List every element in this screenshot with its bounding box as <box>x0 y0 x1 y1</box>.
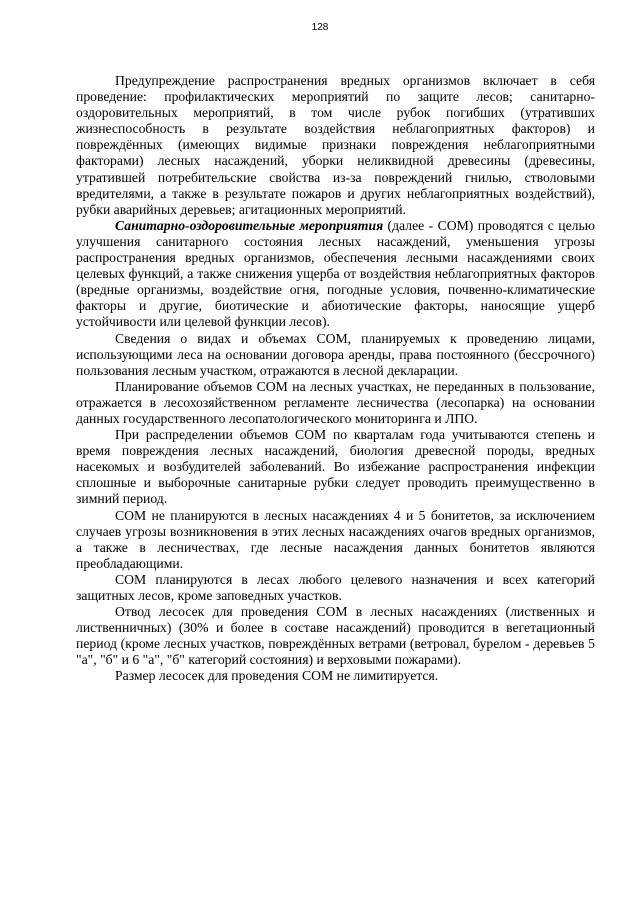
paragraph-quarterly-distribution: При распределении объемов СОМ по кварталам года учитываются степень и время повреждения лесных насаждений, биология древесной породы, вредных насекомых и возбудителей заболеваний. Во избежание распространения инфекции сплошные и выборочные санитарные рубки следует проводить преимущественно в зимний период. <box>76 427 595 507</box>
page-number: 128 <box>311 22 329 33</box>
paragraph-pest-prevention: Предупреждение распространения вредных организмов включает в себя проведение: профилактических мероприятий по защите лесов; санитарно-оздоровительных мероприятий, в том числе рубок погибших (утративших жизнеспособность в результате воздействия неблагоприятных факторов) и повреждённых (имеющих видимые признаки повреждения неблагоприятными факторами) лесных насаждений, уборки неликвидной древесины (древесины, утратившей потребительские свойства из-за повреждений гнилью, стволовыми вредителями, а также в результате пожаров и других неблагоприятных воздействий), рубки аварийных деревьев; агитационных мероприятий. <box>76 73 595 217</box>
paragraph-cutting-area-allocation: Отвод лесосек для проведения СОМ в лесных насаждениях (лиственных и лиственничных) (30% и более в составе насаждений) проводится в вегетационный период (кроме лесных участков, повреждённых ветрами (ветровал, бурелом - деревьев 5 "а", "б" и 6 "а", "б" категорий состояния) и верховыми пожарами). <box>76 604 595 668</box>
paragraph-forest-categories: СОМ планируются в лесах любого целевого назначения и всех категорий защитных лесов, кроме заповедных участков. <box>76 571 595 603</box>
paragraph-cutting-area-size: Размер лесосек для проведения СОМ не лимитируется. <box>115 668 439 684</box>
paragraph-bonitet-exclusion: СОМ не планируются в лесных насаждениях 4 и 5 бонитетов, за исключением случаев угрозы возникновения в этих лесных насаждениях очагов вредных организмов, а также в лесничествах, где лесные насаждения данных бонитетов являются преобладающими. <box>76 507 595 571</box>
paragraph-planning: Планирование объемов СОМ на лесных участках, не переданных в пользование, отражается в лесохозяйственном регламенте лесничества (лесопарка) на основании данных государственного лесопатологического мониторинга и ЛПО. <box>76 378 595 426</box>
definition-text: (далее - СОМ) проводятся с целью улучшения санитарного состояния лесных насаждений, уменьшения угрозы распространения вредных организмов, обеспечения лесными насаждениями своих целевых функций, а также снижения ущерба от воздействия неблагоприятных факторов (вредные организмы, воздействие огня, погодные условия, почвенно-климатические факторы и другие, биотические и абиотические факторы, наносящие ущерб устойчивости или целевой функции лесов). <box>76 217 595 330</box>
term-som: Санитарно-оздоровительные мероприятия <box>115 217 384 233</box>
paragraph-forest-declaration: Сведения о видах и объемах СОМ, планируемых к проведению лицами, использующими леса на основании договора аренды, права постоянного (бессрочного) пользования лесным участком, отражаются в лесной декларации. <box>76 330 595 378</box>
paragraph-som-definition <box>76 218 595 331</box>
document-body <box>76 73 595 685</box>
